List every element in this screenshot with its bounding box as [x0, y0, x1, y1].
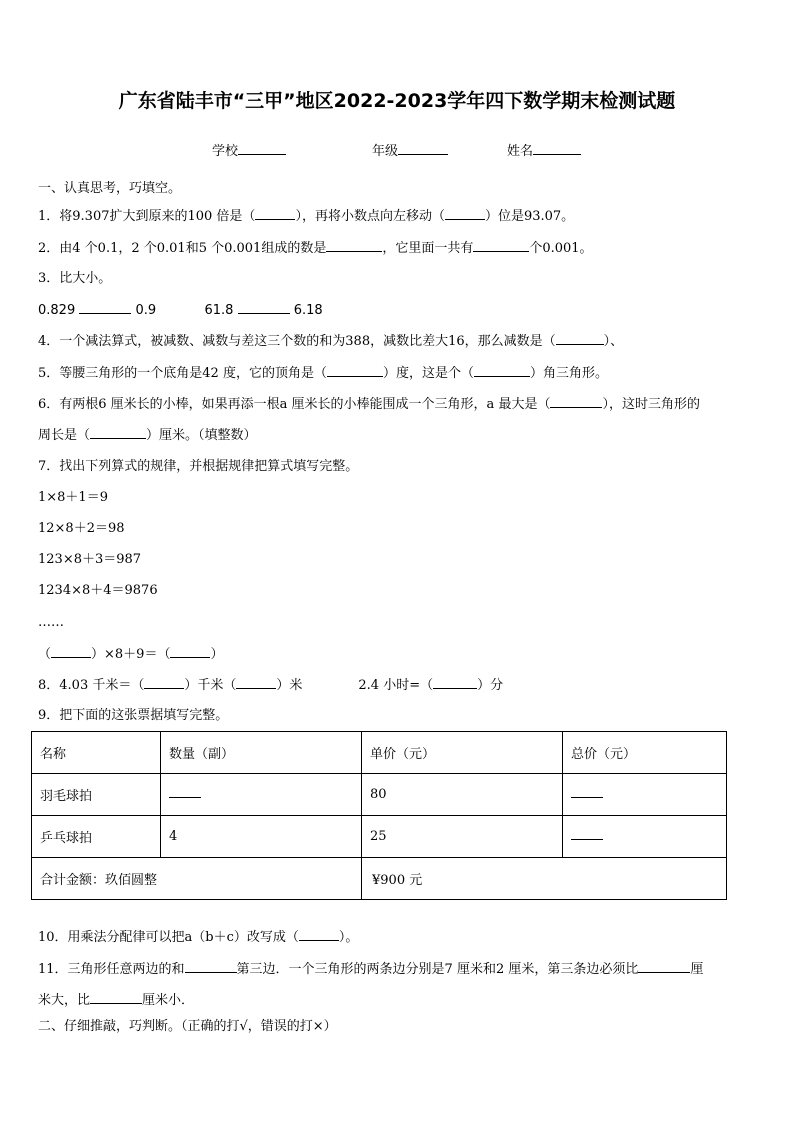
- q2-blank-1[interactable]: [326, 239, 382, 252]
- table-header-row: [32, 732, 727, 774]
- section-2-heading: 二、仔细推敲，巧判断。（正确的打√，错误的打×）: [38, 1019, 337, 1034]
- grade-field[interactable]: [372, 140, 448, 159]
- item-name: 乒乓球拍: [32, 816, 161, 858]
- question-9: 9．把下面的这张票据填写完整。: [38, 708, 229, 723]
- q11-blank-3[interactable]: [90, 991, 142, 1004]
- q8-blank-3[interactable]: [433, 676, 477, 689]
- price-cell: 25: [362, 816, 563, 858]
- q7-equation: 1×8＋1＝9: [38, 490, 108, 505]
- question-2: 2．由4 个0.1，2 个0.01和5 个0.001组成的数是 ，它里面一共有 个0.001。: [38, 241, 593, 256]
- question-7: 7．找出下列算式的规律，并根据规律把算式填写完整。: [38, 459, 359, 474]
- total-blank[interactable]: [571, 829, 603, 840]
- header-cell: 名称: [32, 732, 161, 774]
- question-3: 3．比大小。: [38, 271, 112, 286]
- q6-blank-2[interactable]: [90, 426, 146, 439]
- q5-blank-2[interactable]: [474, 364, 530, 377]
- school-blank[interactable]: [238, 142, 286, 155]
- section-1-heading: 一、认真思考，巧填空。: [38, 181, 182, 196]
- q1-blank-2[interactable]: [445, 207, 485, 220]
- q4-blank[interactable]: [556, 332, 604, 345]
- price-cell: 80: [362, 774, 563, 816]
- question-5: 5．等腰三角形的一个底角是42 度，它的顶角是（ ）度，这是个（ ）角三角形。: [38, 366, 608, 381]
- invoice-table: [31, 731, 727, 900]
- question-1: 1．将9.307扩大到原来的100 倍是（ ），再将小数点向左移动（ ）位是93.07。: [38, 209, 575, 224]
- q8-blank-2[interactable]: [236, 676, 276, 689]
- qty-cell: 4: [161, 816, 362, 858]
- question-6-cont: 周长是（ ）厘米。（填整数）: [38, 428, 257, 443]
- question-4: 4．一个减法算式，被减数、减数与差这三个数的和为388，减数比差大16，那么减数是（ ）、: [38, 334, 624, 349]
- q11-blank-2[interactable]: [638, 960, 690, 973]
- compare-blank-2[interactable]: [238, 301, 290, 314]
- q7-equation: 12×8＋2＝98: [38, 521, 125, 536]
- q7-equation: 1234×8＋4＝9876: [38, 583, 158, 598]
- q7-blank-2[interactable]: [170, 645, 210, 658]
- q5-blank-1[interactable]: [327, 364, 383, 377]
- q2-blank-2[interactable]: [473, 239, 529, 252]
- question-11: 11．三角形任意两边的和 第三边．一个三角形的两条边分别是7 厘米和2 厘米，第三条边必须比 厘: [38, 962, 704, 977]
- compare-blank-1[interactable]: [79, 301, 131, 314]
- total-blank[interactable]: [571, 787, 603, 798]
- name-label: 姓名: [507, 144, 534, 159]
- name-blank[interactable]: [533, 142, 581, 155]
- q1-blank-1[interactable]: [255, 207, 295, 220]
- total-cell[interactable]: [563, 816, 727, 858]
- q7-fill-equation: （ ）×8＋9＝（ ）: [38, 647, 224, 662]
- name-field[interactable]: [507, 140, 581, 159]
- q7-blank-1[interactable]: [51, 645, 91, 658]
- footer-value: ¥900 元: [362, 858, 727, 900]
- header-cell: 数量（副）: [161, 732, 362, 774]
- q8-blank-1[interactable]: [144, 676, 184, 689]
- header-cell: 单价（元）: [362, 732, 563, 774]
- school-field[interactable]: [212, 140, 286, 159]
- qty-blank[interactable]: [169, 787, 201, 798]
- question-8: 8．4.03 千米＝（ ）千米（ ）米 2.4 小时=（ ）分: [38, 678, 504, 693]
- item-name: 羽毛球拍: [32, 774, 161, 816]
- qty-cell[interactable]: [161, 774, 362, 816]
- table-row: [32, 816, 727, 858]
- school-label: 学校: [212, 144, 239, 159]
- grade-blank[interactable]: [398, 142, 448, 155]
- page-title: 广东省陆丰市“三甲”地区2022-2023学年四下数学期末检测试题: [118, 90, 676, 112]
- footer-label: 合计金额：玖佰圆整: [32, 858, 362, 900]
- q10-blank[interactable]: [299, 928, 339, 941]
- question-11-cont: 米大，比 厘米小．: [38, 993, 195, 1008]
- q7-equation: 123×8＋3＝987: [38, 552, 142, 567]
- table-row: [32, 774, 727, 816]
- table-footer-row: [32, 858, 727, 900]
- question-3-compare-row: 0.829 0.9 61.8 6.18: [38, 303, 323, 318]
- q7-ellipsis: ……: [38, 615, 64, 630]
- q6-blank-1[interactable]: [550, 395, 602, 408]
- question-6: 6．有两根6 厘米长的小棒，如果再添一根a 厘米长的小棒能围成一个三角形，a 最大是（ ），这时三角形的: [38, 397, 700, 412]
- header-cell: 总价（元）: [563, 732, 727, 774]
- q11-blank-1[interactable]: [185, 960, 237, 973]
- total-cell[interactable]: [563, 774, 727, 816]
- question-10: 10．用乘法分配律可以把a（b＋c）改写成（ ）。: [38, 930, 359, 945]
- grade-label: 年级: [372, 144, 399, 159]
